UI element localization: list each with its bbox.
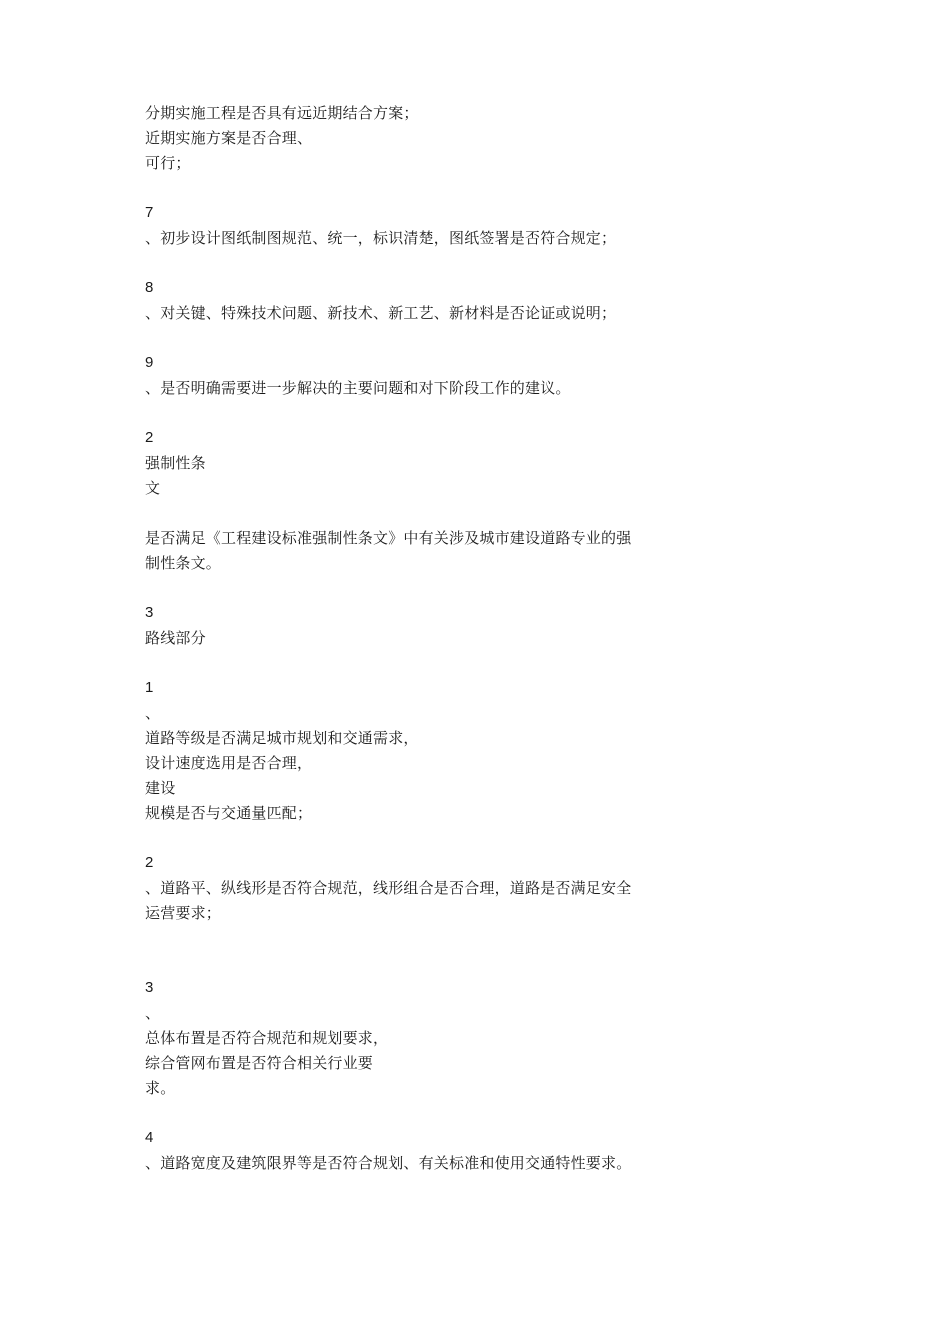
text-line: 、是否明确需要进一步解决的主要问题和对下阶段工作的建议。 <box>145 379 571 397</box>
item-number: 1 <box>145 679 154 696</box>
item-number: 8 <box>145 279 154 296</box>
section-heading: 强制性条 <box>145 454 206 472</box>
text-line: 道路等级是否满足城市规划和交通需求， <box>145 729 419 747</box>
text-line: 设计速度选用是否合理， <box>145 754 313 772</box>
text-line: 可行； <box>145 154 191 172</box>
item-number: 2 <box>145 854 154 871</box>
section-heading: 文 <box>145 479 161 497</box>
item-number: 7 <box>145 204 154 221</box>
text-line: 建设 <box>145 779 176 797</box>
section-number: 3 <box>145 604 154 621</box>
section-number: 2 <box>145 429 154 446</box>
item-number: 3 <box>145 979 154 996</box>
text-line: 近期实施方案是否合理、 <box>145 129 313 147</box>
text-line: 、初步设计图纸制图规范、统一，标识清楚，图纸签署是否符合规定； <box>145 229 617 247</box>
text-line: 分期实施工程是否具有远近期结合方案； <box>145 104 419 122</box>
text-line: 制性条文。 <box>145 554 222 572</box>
item-number: 9 <box>145 354 154 371</box>
text-line: 运营要求； <box>145 904 222 922</box>
text-line: 规模是否与交通量匹配； <box>145 804 313 822</box>
text-line: 、道路宽度及建筑限界等是否符合规划、有关标准和使用交通特性要求。 <box>145 1154 632 1172</box>
text-line: 、道路平、纵线形是否符合规范，线形组合是否合理，道路是否满足安全 <box>145 879 632 897</box>
text-line: 总体布置是否符合规范和规划要求， <box>145 1029 389 1047</box>
text-line: 是否满足《工程建设标准强制性条文》中有关涉及城市建设道路专业的强 <box>145 529 632 547</box>
text-line: 、 <box>145 704 161 722</box>
item-number: 4 <box>145 1129 154 1146</box>
text-line: 、对关键、特殊技术问题、新技术、新工艺、新材料是否论证或说明； <box>145 304 617 322</box>
text-line: 、 <box>145 1004 161 1022</box>
text-line: 综合管网布置是否符合相关行业要 <box>145 1054 374 1072</box>
text-line: 求。 <box>145 1079 176 1097</box>
section-heading: 路线部分 <box>145 629 206 647</box>
